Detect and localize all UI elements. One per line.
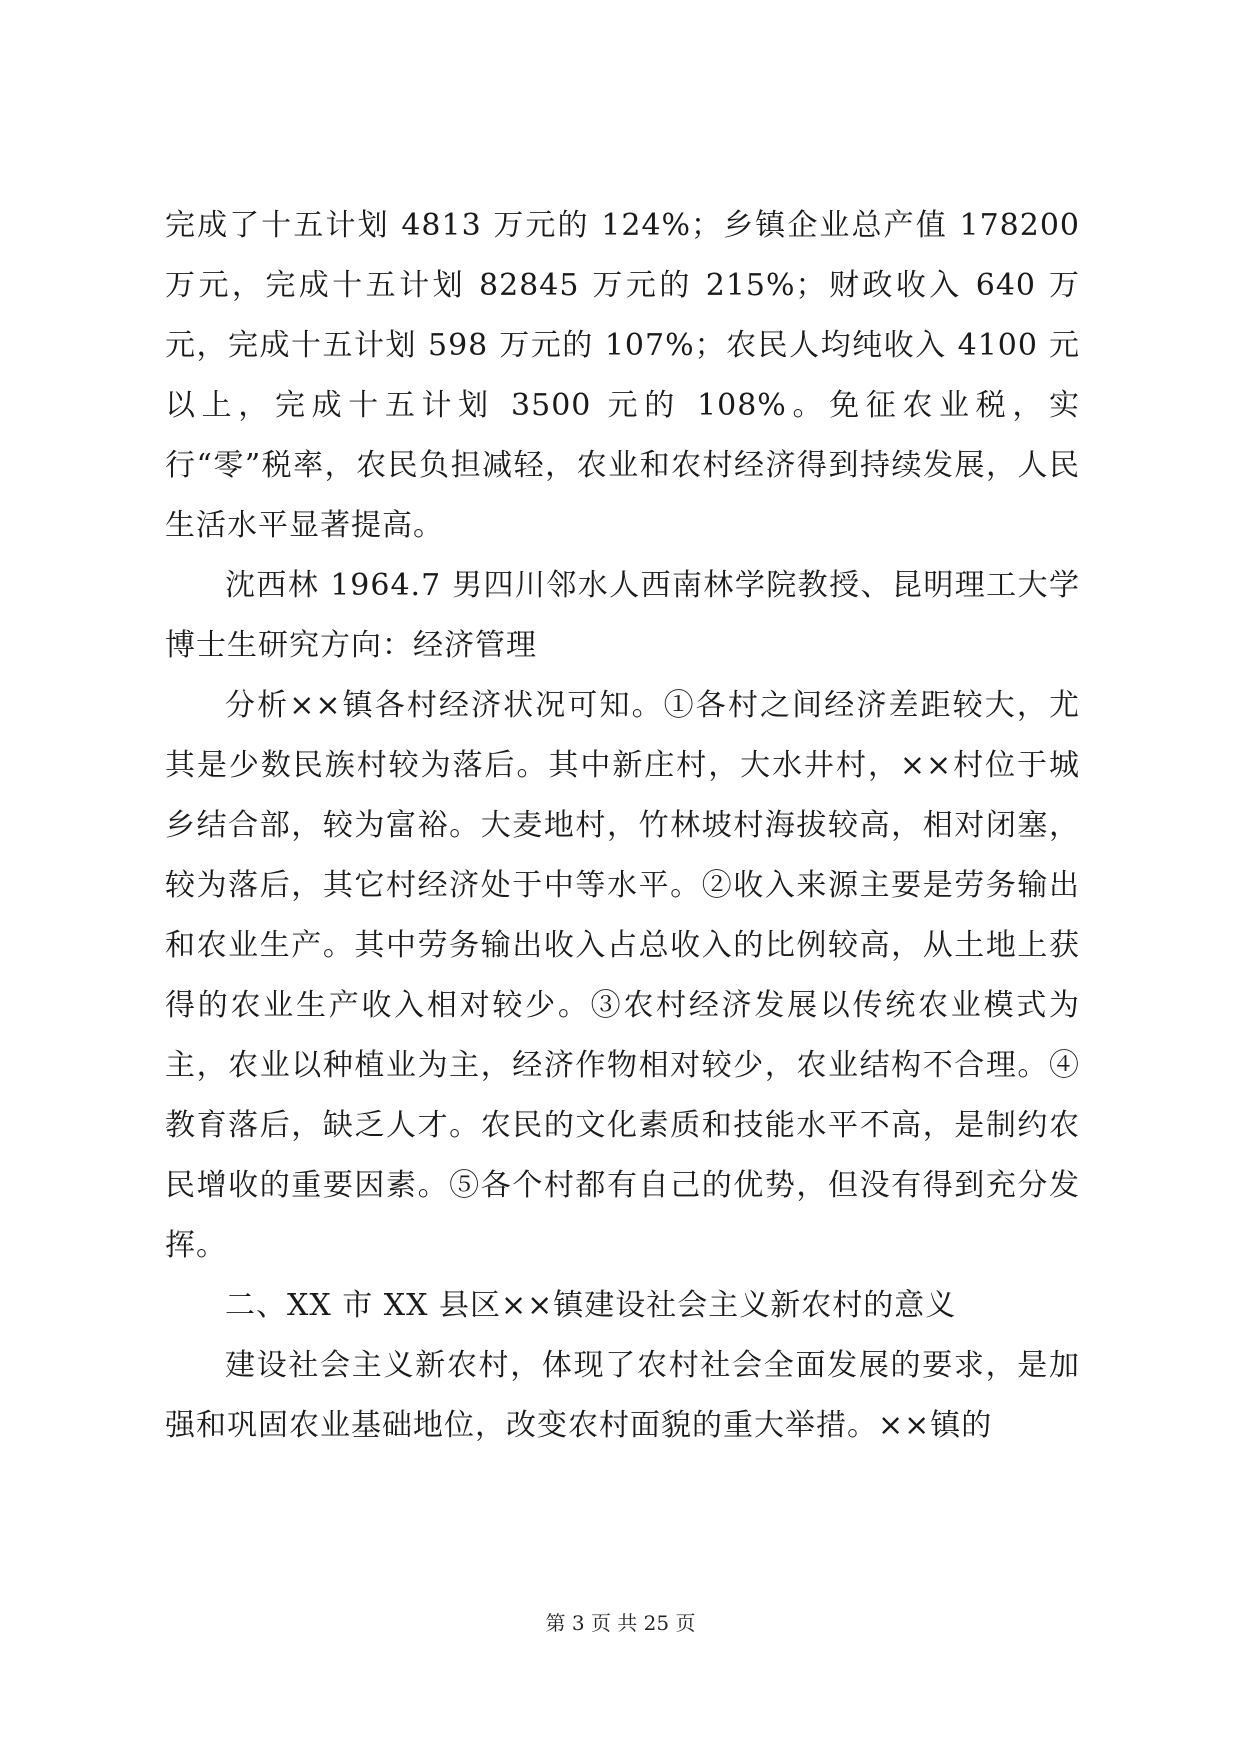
document-body xyxy=(165,196,1080,1456)
paragraph-continued: 完成了十五计划 4813 万元的 124%；乡镇企业总产值 178200 万元，完成十五计划 82845 万元的 215%；财政收入 640 万元，完成十五计划 598 万元的 107%；农民人均纯收入 4100 元以上，完成十五计划 3500 元的 108%。免征农业税，实行“零”税率，农民负担减轻，农业和农村经济得到持续发展，人民生活水平显著提高。 xyxy=(165,208,1080,543)
paragraph-author-note: 沈西林 1964.7 男四川邻水人西南林学院教授、昆明理工大学博士生研究方向：经济管理 xyxy=(165,568,1080,663)
section-heading: 二、XX 市 XX 县区××镇建设社会主义新农村的意义 xyxy=(225,1288,957,1323)
page-number-footer: 第 3 页 共 25 页 xyxy=(545,1611,696,1635)
paragraph-village-analysis: 分析××镇各村经济状况可知。①各村之间经济差距较大，尤其是少数民族村较为落后。其中新庄村，大水井村，××村位于城乡结合部，较为富裕。大麦地村，竹林坡村海拔较高，相对闭塞，较为落后，其它村经济处于中等水平。②收入来源主要是劳务输出和农业生产。其中劳务输出收入占总收入的比例较高，从土地上获得的农业生产收入相对较少。③农村经济发展以传统农业模式为主，农业以种植业为主，经济作物相对较少，农业结构不合理。④教育落后，缺乏人才。农民的文化素质和技能水平不高，是制约农民增收的重要因素。⑤各个村都有自己的优势，但没有得到充分发挥。 xyxy=(165,688,1080,1263)
paragraph-significance: 建设社会主义新农村，体现了农村社会全面发展的要求，是加强和巩固农业基础地位，改变农村面貌的重大举措。××镇的 xyxy=(165,1348,1080,1443)
